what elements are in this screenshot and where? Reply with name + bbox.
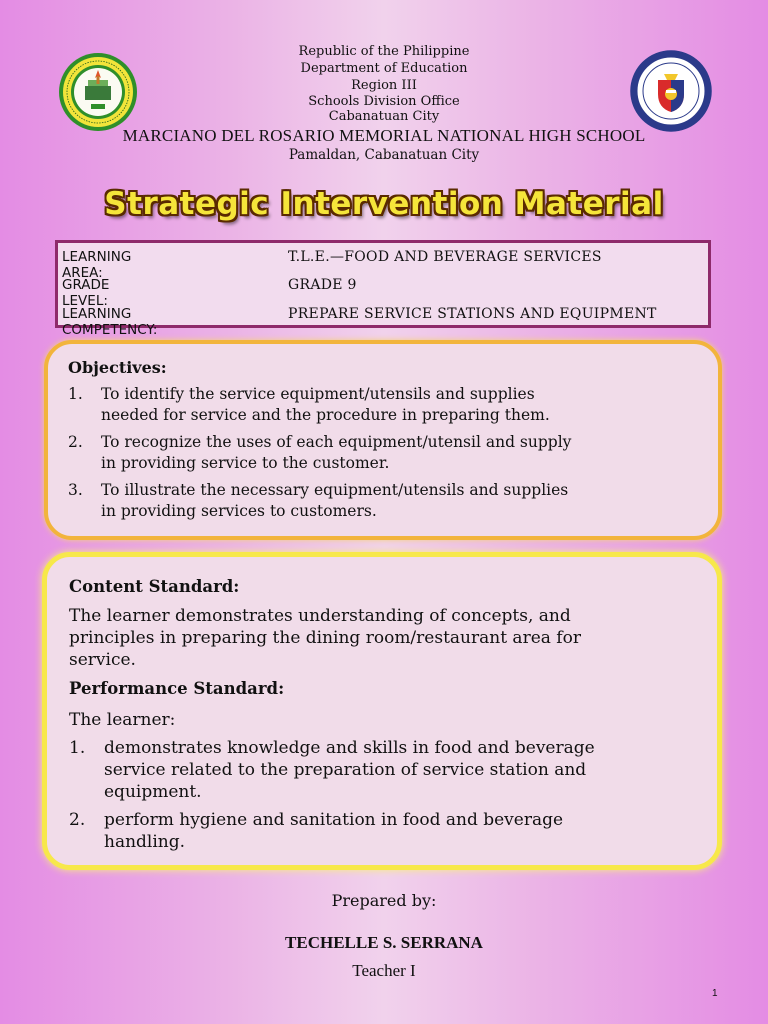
header-line-republic: Republic of the Philippine [298,44,470,59]
content-standard-line: The learner demonstrates understanding of concepts, and [69,606,571,626]
info-label: GRADE LEVEL: [62,277,110,309]
performance-standard-intro: The learner: [69,710,176,730]
performance-line: handling. [104,832,186,852]
document-title: Strategic Intervention Material [104,186,664,222]
performance-standard-heading: Performance Standard: [69,679,285,698]
objective-line: To illustrate the necessary equipment/utensils and supplies [101,481,569,499]
prepared-by-label: Prepared by: [331,891,437,910]
objective-line: in providing service to the customer. [101,454,390,472]
header-line-region: Region III [351,78,417,93]
list-number: 2. [68,433,83,451]
content-standard-heading: Content Standard: [69,577,240,596]
objective-item [68,432,708,476]
info-table [55,240,711,338]
school-seal-logo [58,52,138,132]
list-number: 2. [69,810,86,830]
objectives-box [44,340,722,540]
info-value: T.L.E.—FOOD AND BEVERAGE SERVICES [288,249,602,265]
content-standard-line: principles in preparing the dining room/restaurant area for [69,628,581,648]
objective-line: To recognize the uses of each equipment/utensil and supply [101,433,572,451]
performance-line: equipment. [104,782,202,802]
author-name: TECHELLE S. SERRANA [285,933,483,952]
list-number: 1. [68,385,83,403]
list-number: 3. [68,481,83,499]
objective-line: To identify the service equipment/utensils and supplies [101,385,535,403]
header-line-division: Schools Division Office [308,94,460,109]
objectives-heading: Objectives: [68,358,167,377]
list-number: 1. [69,738,86,758]
performance-line: perform hygiene and sanitation in food and beverage [104,810,564,830]
performance-line: service related to the preparation of service station and [104,760,587,780]
objective-line: needed for service and the procedure in preparing them. [101,406,550,424]
objective-item [68,480,708,524]
header-line-deped: Department of Education [300,61,468,76]
performance-line: demonstrates knowledge and skills in food and beverage [104,738,595,758]
objective-item [68,384,708,428]
objective-line: in providing services to customers. [101,502,377,520]
info-label: LEARNING COMPETENCY: [62,306,158,338]
info-value: PREPARE SERVICE STATIONS AND EQUIPMENT [288,306,657,322]
standards-box [42,552,722,870]
page-number: 1 [712,988,718,999]
info-label: LEARNING AREA: [62,249,132,281]
header-line-city: Cabanatuan City [328,109,440,124]
school-name: MARCIANO DEL ROSARIO MEMORIAL NATIONAL HIGH SCHOOL [122,126,646,145]
author-position: Teacher I [352,961,416,980]
content-standard-line: service. [69,650,136,670]
school-address: Pamaldan, Cabanatuan City [288,147,480,163]
performance-item [69,809,709,855]
performance-item [69,737,709,805]
info-value: GRADE 9 [288,277,357,293]
deped-seal-logo [630,50,712,132]
